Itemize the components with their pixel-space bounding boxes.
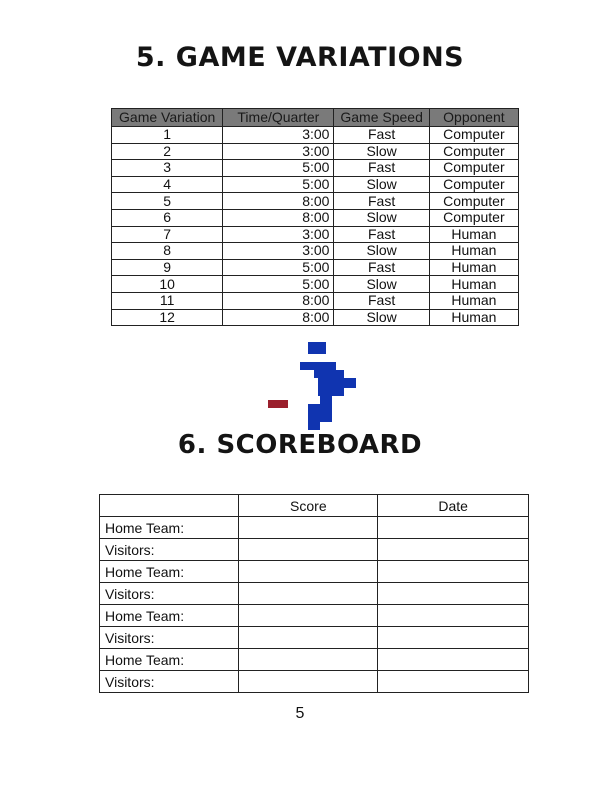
table-cell: Human [429, 292, 518, 309]
table-cell: 8:00 [223, 209, 334, 226]
column-header [100, 495, 239, 517]
blank-entry-cell [239, 605, 378, 627]
table-cell: 8:00 [223, 309, 334, 326]
table-cell: 5:00 [223, 259, 334, 276]
team-label: Home Team: [100, 605, 239, 627]
table-cell: 6 [112, 209, 223, 226]
table-row [112, 292, 519, 309]
table-cell: 7 [112, 226, 223, 243]
sprite-leg [308, 404, 320, 430]
scoreboard-row [100, 561, 529, 583]
blank-entry-cell [239, 649, 378, 671]
table-cell: Computer [429, 176, 518, 193]
blank-entry-cell [378, 561, 529, 583]
table-cell: Computer [429, 143, 518, 160]
table-cell: 2 [112, 143, 223, 160]
scoreboard-row [100, 517, 529, 539]
table-cell: Human [429, 309, 518, 326]
table-cell: 4 [112, 176, 223, 193]
team-label: Home Team: [100, 561, 239, 583]
table-header-row [112, 109, 519, 127]
blank-entry-cell [378, 517, 529, 539]
table-cell: 8:00 [223, 292, 334, 309]
sprite-ball [268, 400, 288, 408]
table-cell: Human [429, 243, 518, 260]
table-cell: 12 [112, 309, 223, 326]
table-cell: 1 [112, 127, 223, 144]
table-row [112, 309, 519, 326]
page-number: 5 [295, 705, 305, 722]
table-cell: 3:00 [223, 127, 334, 144]
table-cell: Fast [334, 193, 429, 210]
scoreboard-row [100, 605, 529, 627]
sprite-body [318, 378, 356, 388]
table-cell: Slow [334, 176, 429, 193]
table-cell: 8:00 [223, 193, 334, 210]
table-cell: 3:00 [223, 143, 334, 160]
blank-entry-cell [239, 583, 378, 605]
column-header: Score [239, 495, 378, 517]
scoreboard-row [100, 649, 529, 671]
team-label: Home Team: [100, 517, 239, 539]
sprite-body [314, 370, 344, 378]
team-label: Visitors: [100, 627, 239, 649]
column-header: Date [378, 495, 529, 517]
column-header: Game Variation [112, 109, 223, 127]
table-cell: 5:00 [223, 160, 334, 177]
table-cell: Slow [334, 276, 429, 293]
table-row [112, 259, 519, 276]
table-cell: 3:00 [223, 243, 334, 260]
table-header-row [100, 495, 529, 517]
table-row [112, 176, 519, 193]
scoreboard-row [100, 583, 529, 605]
table-row [112, 276, 519, 293]
table-cell: Computer [429, 209, 518, 226]
blank-entry-cell [239, 539, 378, 561]
table-cell: Human [429, 276, 518, 293]
table-cell: 9 [112, 259, 223, 276]
team-label: Visitors: [100, 583, 239, 605]
blank-entry-cell [239, 627, 378, 649]
table-cell: Computer [429, 127, 518, 144]
table-row [112, 193, 519, 210]
scoreboard-table [99, 494, 529, 693]
table-cell: Fast [334, 127, 429, 144]
table-cell: 5:00 [223, 276, 334, 293]
scoreboard-row [100, 627, 529, 649]
blank-entry-cell [378, 627, 529, 649]
blank-entry-cell [378, 649, 529, 671]
table-cell: Fast [334, 259, 429, 276]
table-row [112, 243, 519, 260]
team-label: Visitors: [100, 539, 239, 561]
table-row [112, 160, 519, 177]
team-label: Home Team: [100, 649, 239, 671]
table-cell: Human [429, 259, 518, 276]
table-cell: Fast [334, 292, 429, 309]
table-cell: 8 [112, 243, 223, 260]
table-cell: Slow [334, 309, 429, 326]
section-title-scoreboard: 6. SCOREBOARD [177, 430, 423, 460]
table-cell: Slow [334, 243, 429, 260]
sprite-body [318, 388, 344, 396]
blank-entry-cell [239, 561, 378, 583]
table-cell: Computer [429, 160, 518, 177]
scoreboard-row [100, 539, 529, 561]
blank-entry-cell [378, 671, 529, 693]
blank-entry-cell [378, 539, 529, 561]
column-header: Opponent [429, 109, 518, 127]
table-cell: 10 [112, 276, 223, 293]
table-cell: Computer [429, 193, 518, 210]
table-cell: 3 [112, 160, 223, 177]
table-cell: Fast [334, 160, 429, 177]
table-cell: Slow [334, 209, 429, 226]
blank-entry-cell [378, 583, 529, 605]
table-cell: 11 [112, 292, 223, 309]
table-cell: Human [429, 226, 518, 243]
column-header: Time/Quarter [223, 109, 334, 127]
table-cell: Slow [334, 143, 429, 160]
table-row [112, 143, 519, 160]
team-label: Visitors: [100, 671, 239, 693]
table-row [112, 127, 519, 144]
sprite-body [300, 362, 336, 370]
table-cell: Fast [334, 226, 429, 243]
table-row [112, 209, 519, 226]
blank-entry-cell [239, 517, 378, 539]
blank-entry-cell [378, 605, 529, 627]
table-row [112, 226, 519, 243]
column-header: Game Speed [334, 109, 429, 127]
blank-entry-cell [239, 671, 378, 693]
table-cell: 3:00 [223, 226, 334, 243]
table-cell: 5:00 [223, 176, 334, 193]
sprite-leg [320, 396, 332, 422]
scoreboard-row [100, 671, 529, 693]
game-variations-table [111, 108, 519, 326]
sprite-head [308, 342, 326, 354]
section-title-game-variations: 5. GAME VARIATIONS [135, 42, 465, 73]
table-cell: 5 [112, 193, 223, 210]
pixel-football-player-icon [268, 342, 360, 430]
